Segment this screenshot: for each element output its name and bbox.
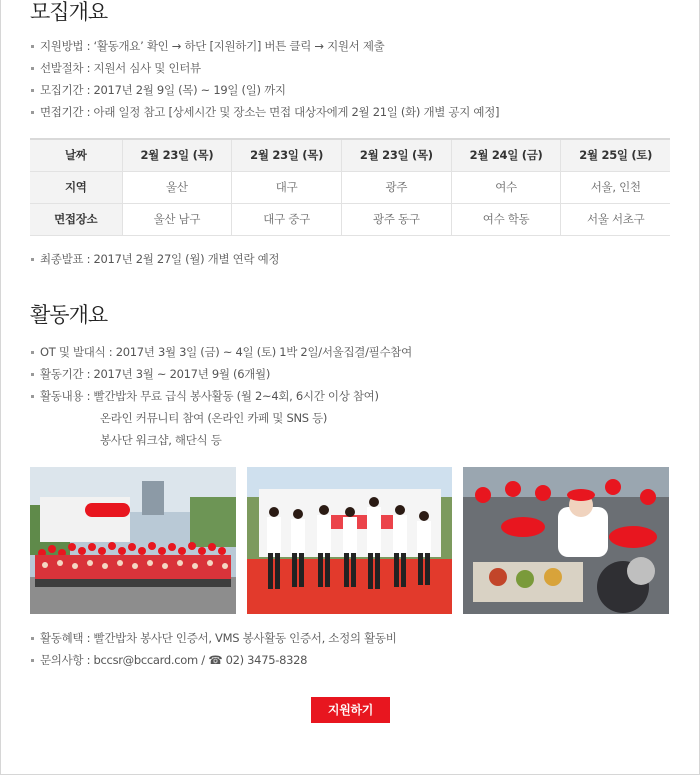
photo-festival-stage: [247, 467, 452, 614]
photo-meal-image: [463, 467, 669, 614]
table-cell: 2월 23일 (목): [232, 139, 342, 171]
table-cell: 울산: [122, 171, 232, 203]
table-cell: 광주: [341, 171, 451, 203]
table-cell: 2월 25일 (토): [561, 139, 670, 171]
photo-stage-image: [247, 467, 452, 614]
list-item: 지원방법 : ‘활동개요’ 확인 → 하단 [지원하기] 버튼 클릭 → 지원서 제출: [30, 35, 499, 57]
list-item-continued: 봉사단 워크샵, 해단식 등: [100, 433, 222, 447]
row-header-date: 날짜: [30, 139, 122, 171]
final-announcement-list: [30, 248, 279, 270]
section-title-activity: 활동개요: [30, 303, 108, 327]
table-cell: 울산 남구: [122, 203, 232, 235]
table-cell: 광주 동구: [341, 203, 451, 235]
activity-photos: [30, 467, 670, 614]
table-cell: 2월 23일 (목): [341, 139, 451, 171]
table-cell: 대구: [232, 171, 342, 203]
list-item: 최종발표 : 2017년 2월 27일 (월) 개별 연락 예정: [30, 248, 279, 270]
list-item: 활동기간 : 2017년 3월 ~ 2017년 9월 (6개월): [30, 363, 412, 385]
section-title-recruit: 모집개요: [30, 0, 108, 24]
list-item: 면접기간 : 아래 일정 참고 [상세시간 및 장소는 면접 대상자에게 2월 21일 (화) 개별 공지 예정]: [30, 101, 499, 123]
interview-schedule-table: [30, 138, 670, 236]
list-item-continued: 온라인 커뮤니티 참여 (온라인 카페 및 SNS 등): [100, 411, 328, 425]
photo-group-volunteers: [30, 467, 236, 614]
list-item: 활동내용 : 빨간밥차 무료 급식 봉사활동 (월 2~4회, 6시간 이상 참여): [30, 385, 412, 407]
list-item: 모집기간 : 2017년 2월 9일 (목) ~ 19일 (일) 까지: [30, 79, 499, 101]
table-cell: 2월 23일 (목): [122, 139, 232, 171]
list-item: 문의사항 : bccsr@bccard.com / ☎ 02) 3475-8328: [30, 649, 397, 671]
list-item: OT 및 발대식 : 2017년 3월 3일 (금) ~ 4일 (토) 1박 2일/서울집결/필수참여: [30, 341, 412, 363]
table-cell: 2월 24일 (금): [451, 139, 561, 171]
table-cell: 여수: [451, 171, 561, 203]
activity-info-list: [30, 341, 412, 451]
table-cell: 여수 학동: [451, 203, 561, 235]
benefits-contact-list: [30, 627, 397, 671]
table-row: [30, 171, 670, 203]
recruit-info-list: [30, 35, 499, 123]
list-item: 선발절차 : 지원서 심사 및 인터뷰: [30, 57, 499, 79]
table-cell: 서울 서초구: [561, 203, 670, 235]
table-cell: 서울, 인천: [561, 171, 670, 203]
table-cell: 대구 중구: [232, 203, 342, 235]
apply-button[interactable]: 지원하기: [311, 697, 390, 723]
row-header-region: 지역: [30, 171, 122, 203]
list-item: 활동혜택 : 빨간밥차 봉사단 인증서, VMS 봉사활동 인증서, 소정의 활동비: [30, 627, 397, 649]
photo-group-image: [30, 467, 236, 614]
row-header-place: 면접장소: [30, 203, 122, 235]
photo-meal-service: [463, 467, 669, 614]
table-row: [30, 203, 670, 235]
table-row: [30, 139, 670, 171]
